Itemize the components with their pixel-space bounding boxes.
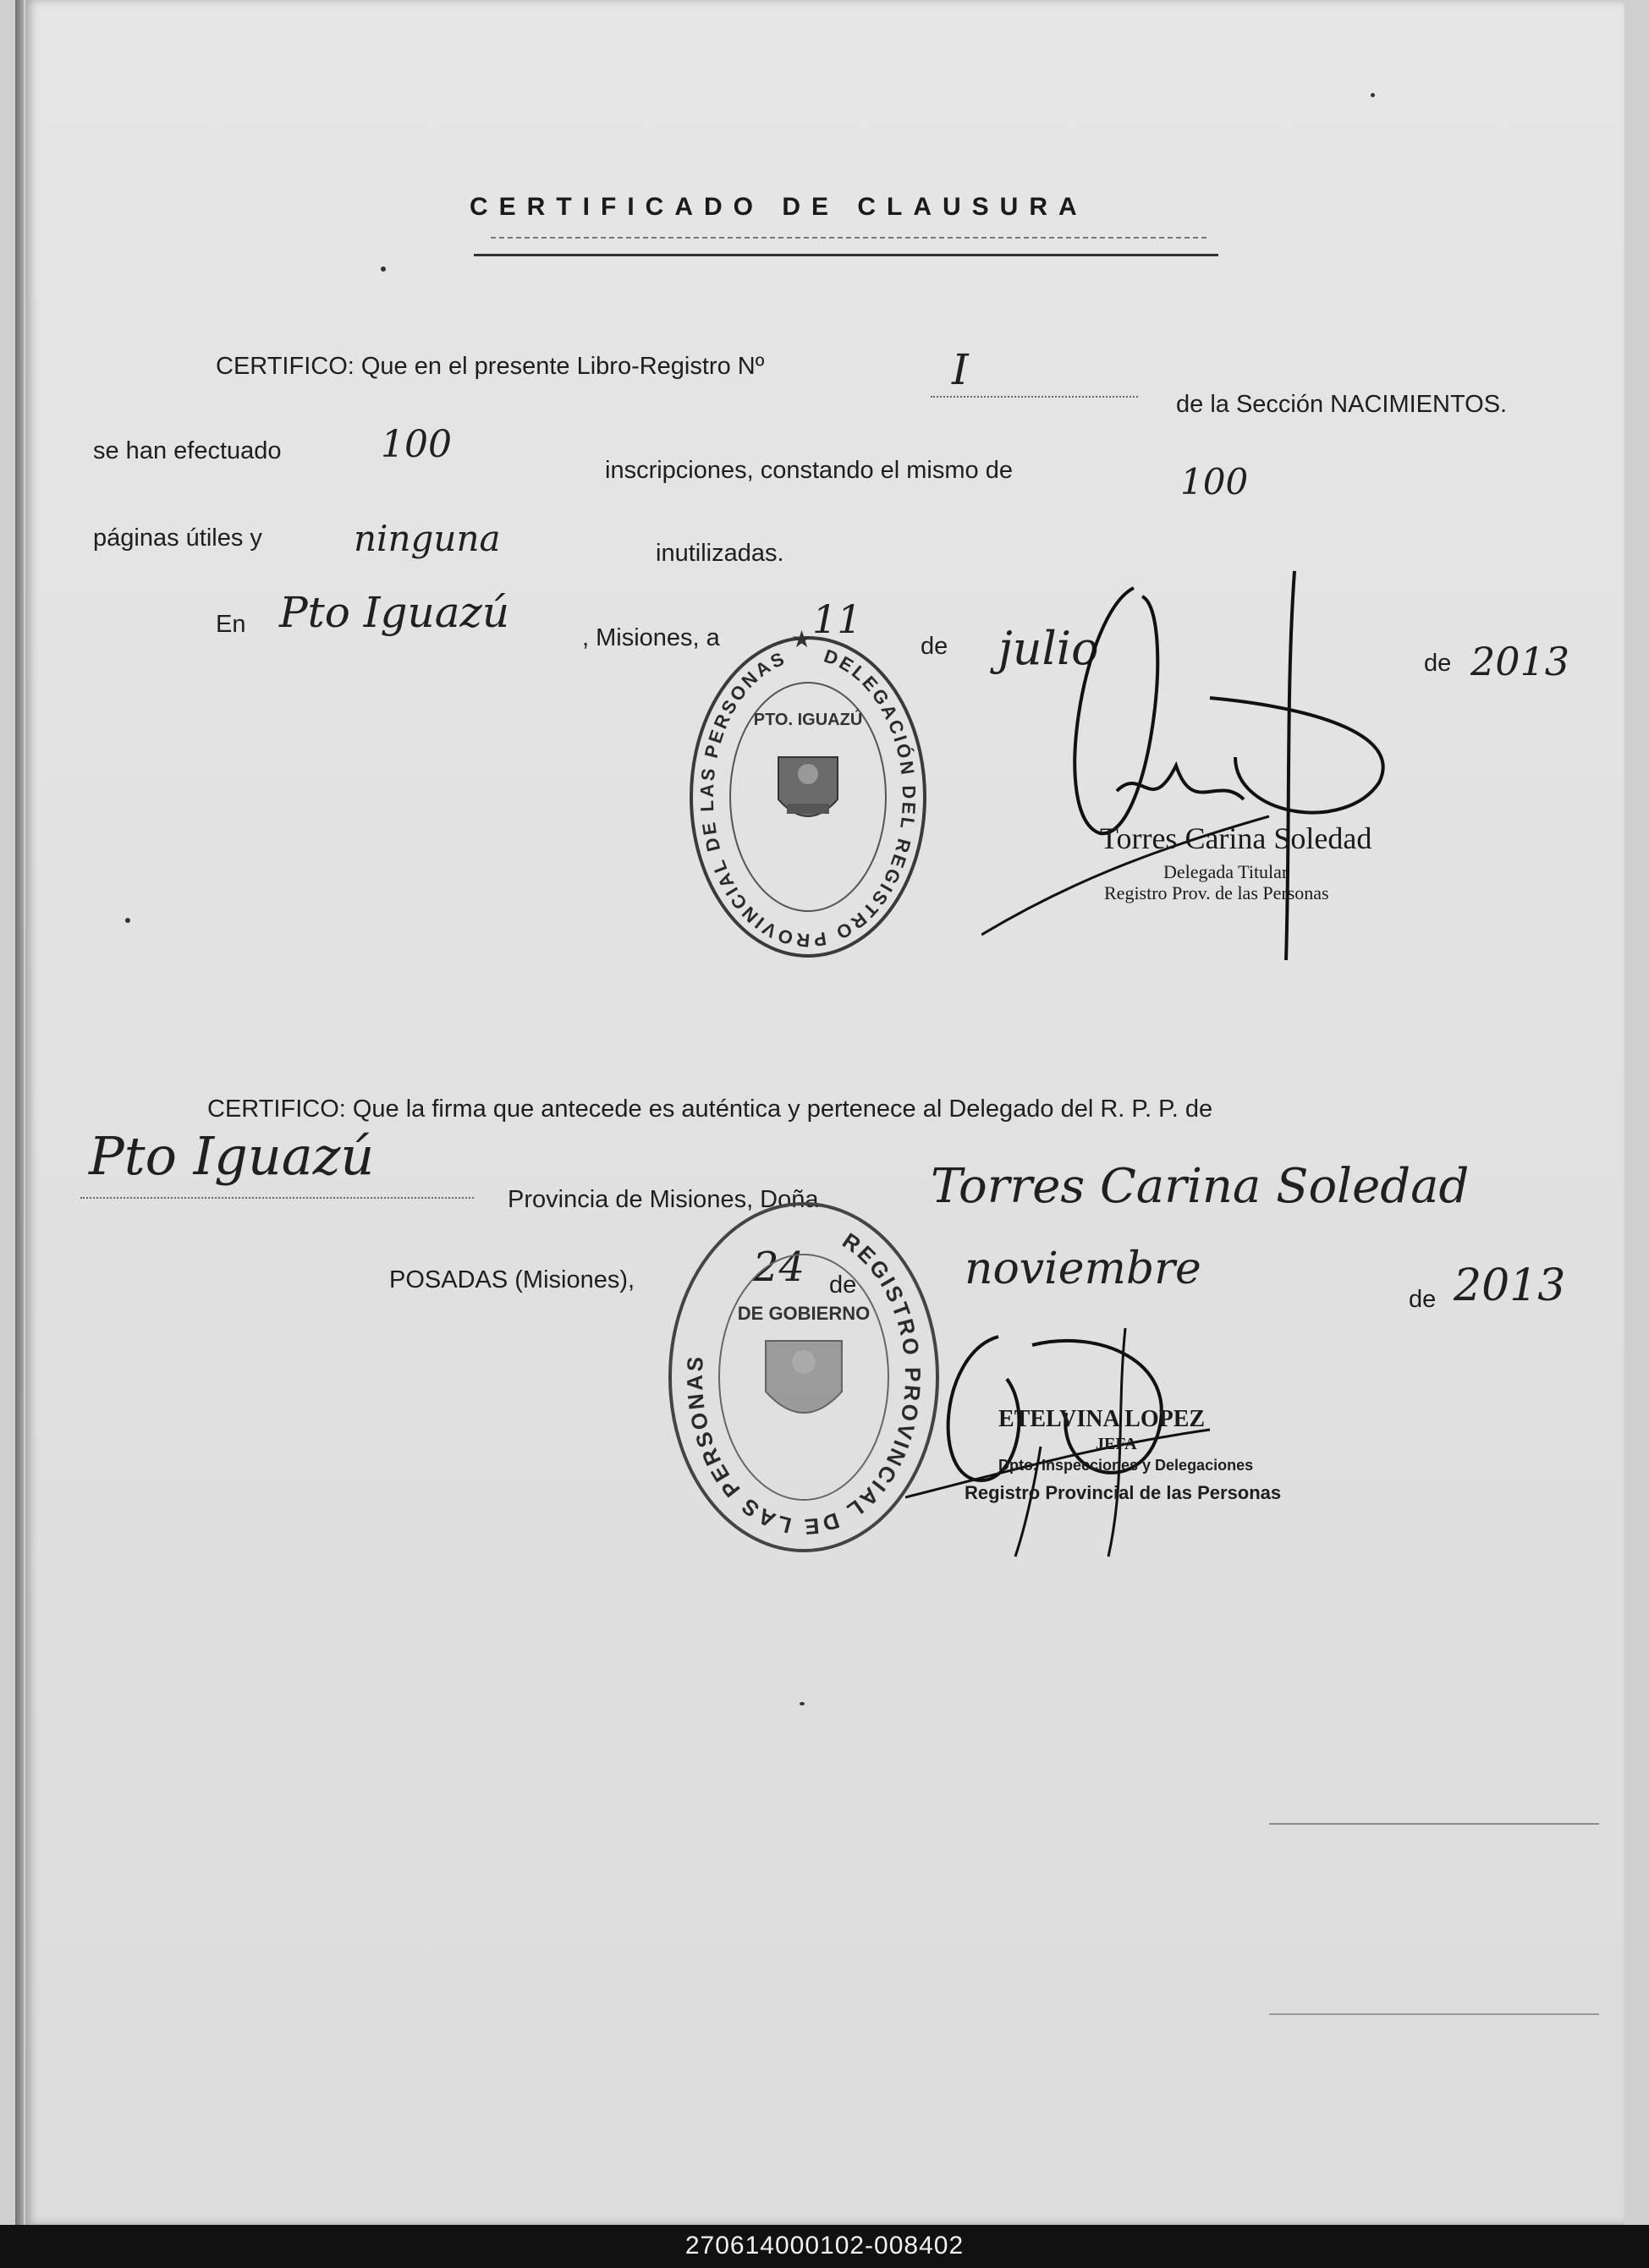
cert2-person: Torres Carina Soledad [931, 1159, 1470, 1214]
title-underline [474, 254, 1218, 256]
title-fine-rule [491, 237, 1210, 239]
cert2-day: 24 [753, 1244, 805, 1291]
cert1-day: 11 [812, 596, 862, 642]
cert2-place: Pto Iguazú [89, 1125, 375, 1187]
signature2-scribble [905, 1311, 1261, 1565]
cert1-inscriptions: 100 [381, 423, 452, 466]
scan-speck [125, 918, 130, 923]
cert2-intro: CERTIFICO: Que la firma que antecede es auténtica y pertenece al Delegado del R. P. P. de [207, 1096, 1213, 1123]
seal-delegacion [677, 622, 939, 960]
cert2-place-dots [80, 1197, 474, 1199]
seal1-star-icon: ★ [791, 626, 813, 652]
signature2-office: Registro Provincial de las Personas [965, 1482, 1282, 1503]
cert1-intro: CERTIFICO: Que en el presente Libro-Registro Nº [216, 353, 765, 380]
cert2-year: 2013 [1454, 1260, 1566, 1311]
cert1-book-number: I [952, 345, 969, 394]
cert1-section: de la Sección NACIMIENTOS. [1176, 391, 1508, 418]
seal-registro-provincial [660, 1193, 948, 1557]
cert1-line3-end: inutilizadas. [656, 540, 784, 567]
signature1-name: Torres Carina Soledad [1100, 821, 1372, 855]
cert2-de: de [829, 1271, 857, 1299]
seal2-coat-of-arms-icon [766, 1341, 842, 1413]
seal1-inner-text: PTO. IGUAZÚ [753, 711, 863, 729]
signature2-name: ETELVINA LOPEZ [998, 1406, 1206, 1432]
signature1-scribble [981, 563, 1404, 969]
cert2-year-prefix: de [1409, 1286, 1437, 1313]
cert2-month: noviembre [965, 1244, 1201, 1294]
seal2-outer-text: REGISTRO PROVINCIAL DE LAS PERSONAS [681, 1227, 926, 1540]
cert1-province: , Misiones, a [582, 624, 720, 651]
scan-line [1269, 2013, 1599, 2015]
cert1-line3-start: páginas útiles y [93, 524, 262, 552]
signature2-dept: Dpto. Inspecciones y Delegaciones [998, 1457, 1254, 1474]
signature1-role: Delegada Titular [1163, 861, 1289, 882]
signature2-role: JEFA [1096, 1435, 1137, 1453]
cert2-city: POSADAS (Misiones), [389, 1266, 635, 1293]
cert1-place: Pto Iguazú [279, 588, 510, 637]
signature1-office: Registro Prov. de las Personas [1104, 882, 1329, 903]
cert1-unused: ninguna [354, 518, 501, 559]
seal1-outer-text: DELEGACIÓN DEL REGISTRO PROVINCIAL DE LAS PERSONAS [695, 645, 921, 952]
cert1-year: 2013 [1470, 639, 1570, 684]
scan-speck [1371, 93, 1375, 97]
cert1-place-prefix: En [216, 611, 246, 638]
cert2-province: Provincia de Misiones, Doña [508, 1186, 819, 1213]
scan-speck [381, 266, 386, 272]
scan-line [1269, 1823, 1599, 1825]
cert1-year-prefix: de [1424, 650, 1452, 677]
cert1-pages: 100 [1180, 461, 1249, 502]
seal1-coat-of-arms-icon [778, 757, 838, 816]
cert1-book-dots [931, 396, 1138, 398]
cert1-line2-start: se han efectuado [93, 437, 282, 464]
document-title: CERTIFICADO DE CLAUSURA [470, 193, 1088, 221]
scan-speck [800, 1702, 805, 1705]
page-edge [15, 0, 24, 2225]
cert1-de: de [921, 633, 948, 660]
seal2-inner-text: DE GOBIERNO [737, 1303, 871, 1324]
cert1-line2-mid: inscripciones, constando el mismo de [605, 457, 1013, 484]
document-id: 270614000102-008402 [684, 2232, 965, 2260]
cert1-month: julio [998, 622, 1099, 675]
